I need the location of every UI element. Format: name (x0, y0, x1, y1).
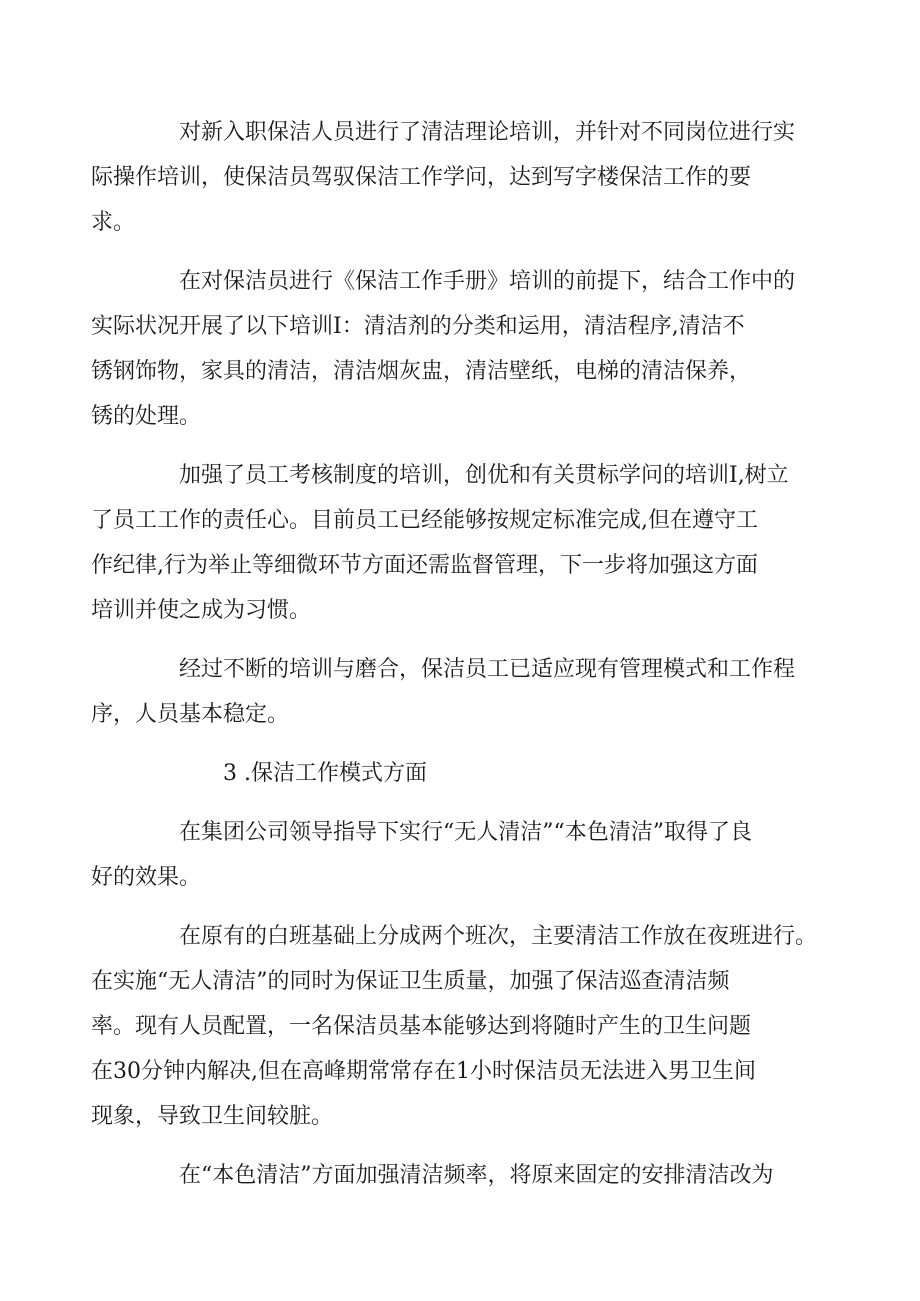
text-line: 率。现有人员配置，一名保洁员基本能够达到将随时产生的卫生问题 (91, 1014, 752, 1039)
text-line: 作纪律,行为举止等细微环节方面还需监督管理，下一步将加强这方面 (91, 553, 758, 578)
text-line: 在实施“无人清洁”的同时为保证卫生质量，加强了保洁巡查清洁频 (91, 969, 730, 994)
paragraph-assessment-training (91, 453, 795, 633)
text-line: 经过不断的培训与磨合，保洁员工已适应现有管理模式和工作程 (179, 657, 796, 682)
text-line: 对新入职保洁人员进行了清洁理论培训，并针对不同岗位进行实 (179, 120, 796, 145)
paragraph-cleaning-mode (91, 810, 795, 900)
text-line: 现象，导致卫生间较脏。 (91, 1104, 334, 1129)
text-line: 求。 (91, 210, 136, 235)
text-line: 实际状况开展了以下培训I：清洁剂的分类和运用，清洁程序,清洁不 (91, 314, 745, 339)
paragraph-staff-stability (91, 647, 796, 737)
paragraph-natural-cleaning (135, 1153, 795, 1198)
text-line: 在集团公司领导指导下实行“无人清洁”“本色清洁”取得了良 (179, 820, 752, 845)
text-line: 加强了员工考核制度的培训，创优和有关贯标学问的培训I,树立 (179, 463, 789, 488)
section-heading-text: 3 .保洁工作模式方面 (223, 761, 427, 786)
document-body (91, 110, 818, 1212)
text-line: 际操作培训，使保洁员驾驭保洁工作学问，达到写字楼保洁工作的要 (91, 165, 752, 190)
text-line: 在“本色清洁”方面加强清洁频率，将原来固定的安排清洁改为 (179, 1163, 774, 1188)
section-heading (135, 751, 795, 796)
text-line: 培训并使之成为习惯。 (91, 598, 312, 623)
paragraph-shift-arrangement (91, 914, 818, 1139)
text-line: 在30分钟内解决,但在高峰期常常存在1小时保洁员无法进入男卫生间 (91, 1059, 756, 1084)
text-line: 序，人员基本稳定。 (91, 702, 290, 727)
paragraph-new-staff-training (91, 110, 796, 245)
text-line: 了员工工作的责任心。目前员工已经能够按规定标准完成,但在遵守工 (91, 508, 758, 533)
text-line: 锈钢饰物，家具的清洁，清洁烟灰盅，清洁壁纸，电梯的清洁保养， (91, 359, 752, 384)
text-line: 在原有的白班基础上分成两个班次，主要清洁工作放在夜班进行。 (179, 924, 818, 949)
paragraph-manual-training (91, 259, 796, 439)
text-line: 在对保洁员进行《保洁工作手册》培训的前提下，结合工作中的 (179, 269, 796, 294)
text-line: 好的效果。 (91, 865, 202, 890)
text-line: 锈的处理。 (91, 404, 202, 429)
